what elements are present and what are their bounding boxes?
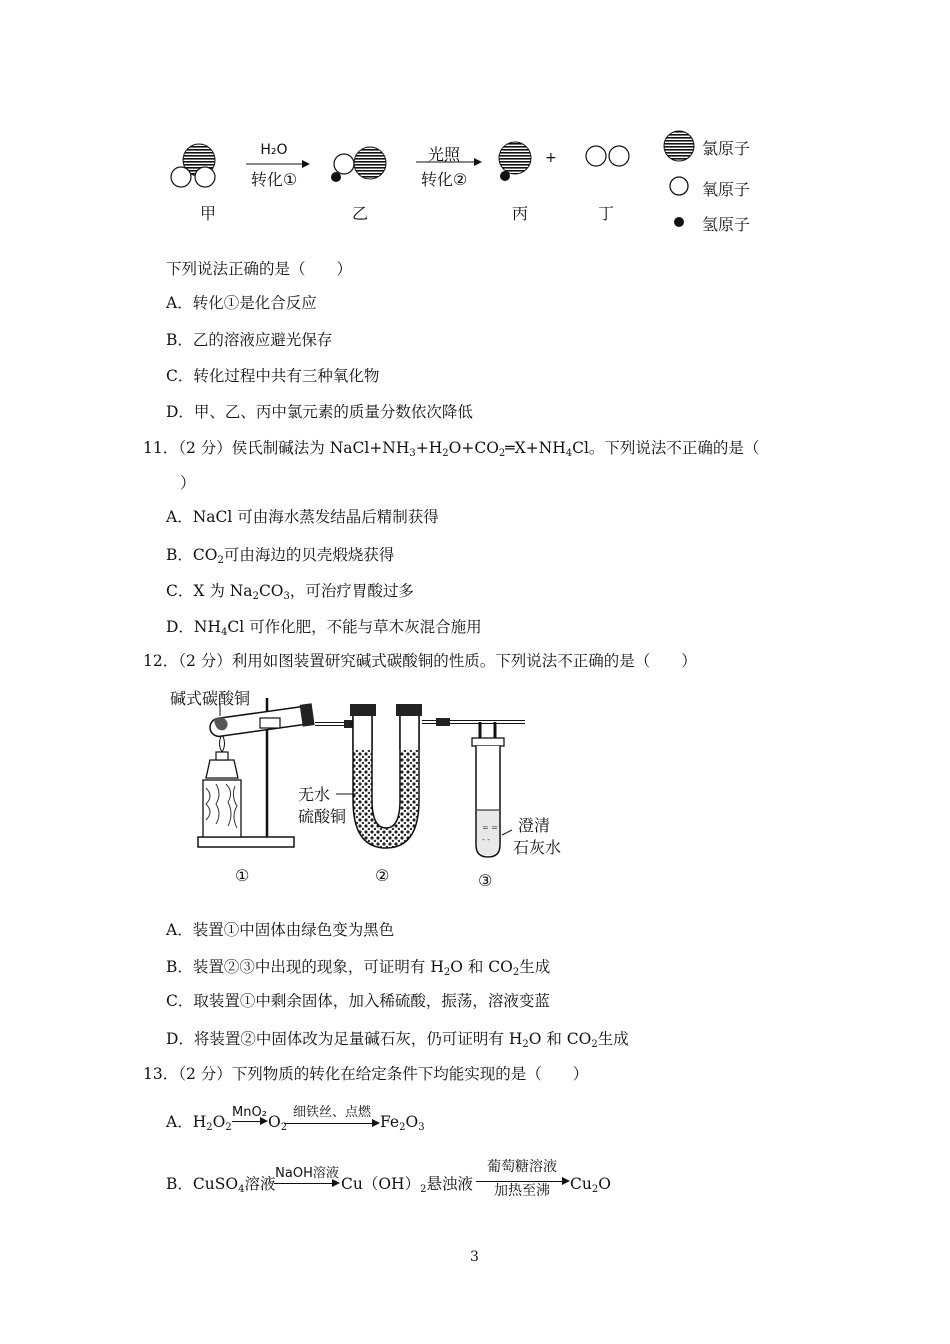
q13-a-arrowhead-1 bbox=[260, 1117, 268, 1125]
q13-option-a-part2: $O_2$ bbox=[268, 1113, 288, 1133]
label-ding: 丁 bbox=[598, 204, 615, 223]
page-number: 3 bbox=[470, 1249, 479, 1265]
q13-b-condition-2-bottom: 加热至沸 bbox=[494, 1183, 550, 1199]
q12-option-d: D．将装置②中固体改为足量碱石灰，仍可证明有 $H_2O$ 和 $CO_2$生成 bbox=[166, 1030, 629, 1050]
apparatus-number-3: ③ bbox=[478, 871, 493, 890]
q13-b-arrowhead-1 bbox=[332, 1179, 340, 1187]
molecule-bing bbox=[499, 142, 531, 181]
q10-option-c: C．转化过程中共有三种氧化物 bbox=[166, 367, 380, 385]
q11-number: 11． bbox=[143, 439, 179, 457]
apparatus-label-limewater: 石灰水 bbox=[513, 838, 562, 857]
q13-a-condition-2: 细铁丝、点燃 bbox=[292, 1105, 371, 1120]
q10-stem: 下列说法正确的是（ ） bbox=[166, 260, 353, 278]
q13-b-condition-2-top: 葡萄糖溶液 bbox=[487, 1159, 557, 1175]
open-circle-icon bbox=[670, 177, 688, 195]
molecule-yi bbox=[331, 147, 386, 182]
q10-option-b: B．乙的溶液应避光保存 bbox=[166, 331, 333, 349]
q13-a-condition-1: MnO₂ bbox=[232, 1105, 267, 1120]
q12-option-b: B．装置②③中出现的现象，可证明有 $H_2O$ 和 $CO_2$生成 bbox=[166, 958, 551, 978]
apparatus-label-copper-sulfate: 硫酸铜 bbox=[298, 807, 347, 826]
q11-option-b: B．$CO_2$可由海边的贝壳煅烧获得 bbox=[166, 546, 395, 566]
q13-b-arrow-2 bbox=[476, 1181, 564, 1182]
q11-option-a: A．NaCl 可由海水蒸发结晶后精制获得 bbox=[166, 508, 439, 526]
label-yi: 乙 bbox=[352, 204, 369, 223]
filled-dot-icon bbox=[674, 217, 684, 227]
q12-option-a: A．装置①中固体由绿色变为黑色 bbox=[166, 921, 395, 939]
svg-text:- -: - - bbox=[482, 835, 490, 844]
legend-hydrogen: 氢原子 bbox=[702, 215, 751, 234]
striped-circle-icon bbox=[664, 131, 694, 161]
q12-option-c: C．取装置①中剩余固体，加入稀硫酸，振荡，溶液变蓝 bbox=[166, 992, 550, 1010]
q10-option-a: A．转化①是化合反应 bbox=[166, 294, 317, 312]
apparatus-number-2: ② bbox=[375, 866, 390, 885]
molecule-ding bbox=[586, 146, 629, 166]
q11-stem: 11．（2 分）侯氏制碱法为 $NaCl+NH_3+H_2O+CO_2═X+NH_4Cl$。下列说法不正确的是（ bbox=[143, 439, 760, 459]
q13-a-arrow-2 bbox=[284, 1123, 372, 1124]
q13-b-arrow-1 bbox=[274, 1183, 334, 1184]
q13-option-b-part2: $Cu(OH)_2$悬浊液 bbox=[341, 1175, 473, 1195]
apparatus-label-clear: 澄清 bbox=[518, 816, 551, 835]
apparatus-label-anhydrous: 无水 bbox=[298, 785, 331, 804]
q12-stem: 12．（2 分）利用如图装置研究碱式碳酸铜的性质。下列说法不正确的是（ ） bbox=[143, 652, 697, 670]
arrow2-condition: 光照 bbox=[427, 145, 460, 164]
arrow2-label: 转化② bbox=[420, 170, 468, 189]
svg-text:= =: = = bbox=[482, 823, 498, 832]
molecule-jia bbox=[171, 144, 215, 187]
q10-option-d: D．甲、乙、丙中氯元素的质量分数依次降低 bbox=[166, 403, 473, 421]
label-bing: 丙 bbox=[512, 204, 529, 223]
q13-b-condition-1: NaOH溶液 bbox=[275, 1166, 339, 1181]
apparatus-diagram bbox=[160, 680, 580, 895]
legend-chlorine: 氯原子 bbox=[702, 139, 751, 158]
q12-number: 12． bbox=[143, 652, 179, 670]
arrow1-label: 转化① bbox=[250, 170, 298, 189]
label-jia: 甲 bbox=[200, 204, 217, 223]
q11-option-d: D．$NH_4Cl$ 可作化肥，不能与草木灰混合施用 bbox=[166, 618, 482, 638]
q11-stem-continuation: ） bbox=[180, 474, 196, 492]
q13-stem: 13．（2 分）下列物质的转化在给定条件下均能实现的是（ ） bbox=[143, 1065, 589, 1083]
apparatus-number-1: ① bbox=[235, 866, 250, 885]
apparatus-label-basic-copper-carbonate: 碱式碳酸铜 bbox=[170, 689, 251, 708]
q11-option-c: C．X 为 $Na_2CO_3$，可治疗胃酸过多 bbox=[166, 582, 414, 602]
arrow1-condition: H₂O bbox=[260, 142, 288, 158]
q13-number: 13． bbox=[143, 1065, 179, 1083]
q13-a-arrow-1 bbox=[232, 1121, 262, 1122]
q13-option-a-part3: $Fe_2O_3$ bbox=[380, 1113, 425, 1133]
q13-option-b-part1: B．CuSO$_4$溶液 bbox=[166, 1175, 276, 1195]
legend-oxygen: 氧原子 bbox=[702, 180, 751, 199]
q13-option-a-part1: A．$H_2O_2$ bbox=[166, 1113, 232, 1133]
q13-a-arrowhead-2 bbox=[372, 1119, 380, 1127]
plus-sign: + bbox=[545, 150, 557, 166]
q13-option-b-part3: $Cu_2O$ bbox=[570, 1175, 611, 1195]
